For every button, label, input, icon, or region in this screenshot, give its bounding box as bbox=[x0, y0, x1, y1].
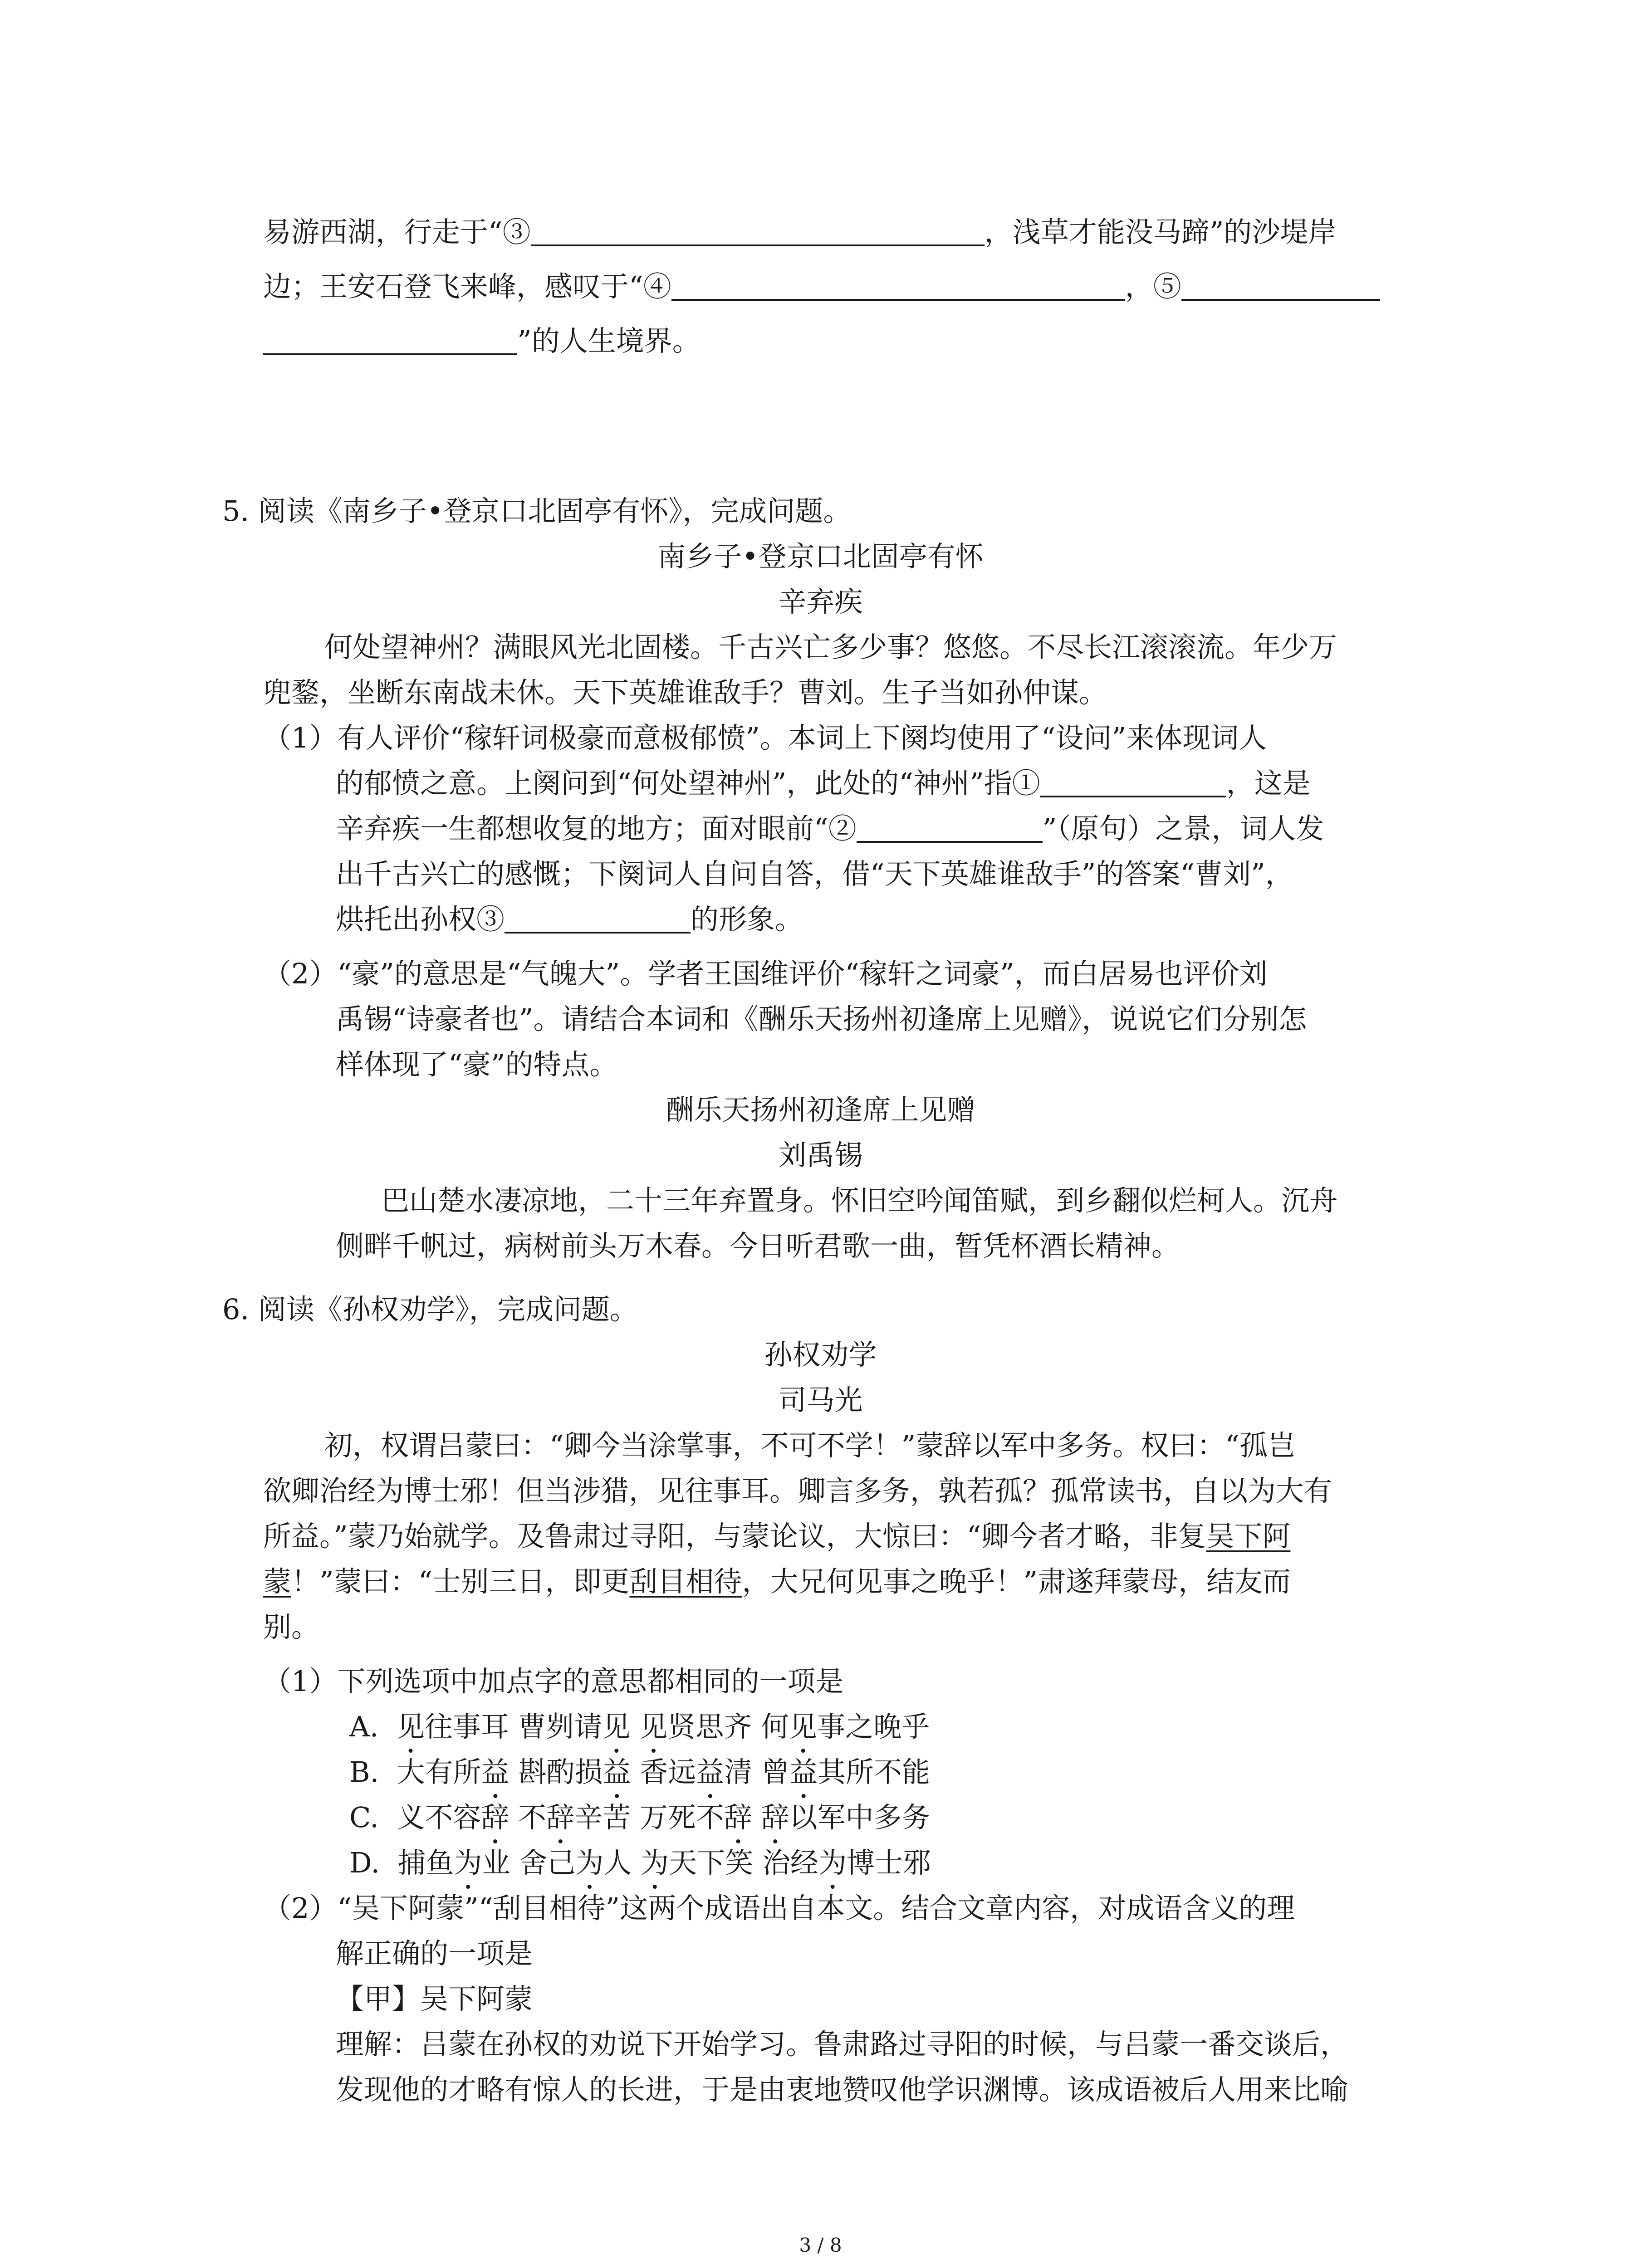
option-word: 义不容辞 bbox=[397, 1801, 509, 1834]
option-word: 辞以军中多务 bbox=[761, 1801, 930, 1834]
idiom-wuxia-amen-underlined: 吴下阿 bbox=[1206, 1520, 1291, 1553]
emphasis-dot-char: 益 bbox=[603, 1755, 631, 1789]
emphasis-dot-char: 益 bbox=[481, 1755, 509, 1789]
q5-poem2-title: 酬乐天扬州初逢席上见赠 bbox=[666, 1093, 975, 1126]
option-word: 香远益清 bbox=[640, 1755, 753, 1789]
q5-sub1-line bbox=[336, 765, 1311, 802]
emphasis-dot-char: 为 bbox=[818, 1846, 847, 1879]
q6-author: 司马光 bbox=[778, 1383, 863, 1417]
emphasis-dot-char: 为 bbox=[641, 1846, 669, 1879]
option-word: 曾益其所不能 bbox=[761, 1755, 931, 1789]
option-word: 曹刿请见 bbox=[518, 1710, 631, 1743]
option-word: 见贤思齐 bbox=[639, 1710, 752, 1743]
option-a[interactable] bbox=[349, 1709, 930, 1745]
q5-sub1-line bbox=[336, 901, 803, 938]
option-word: 万死不辞 bbox=[639, 1801, 752, 1834]
idiom-wuxia-amen-underlined: 蒙 bbox=[263, 1565, 292, 1598]
option-c[interactable] bbox=[349, 1799, 930, 1836]
q6-passage-text: ！”蒙曰：“士别三日，即更 bbox=[291, 1565, 630, 1598]
option-word: 斟酌损益 bbox=[518, 1755, 631, 1789]
q4-line2-text-a: 边；王安石登飞来峰，感叹于“④ bbox=[263, 270, 671, 303]
answer-blank-shenzhou[interactable] bbox=[1040, 767, 1226, 797]
emphasis-dot-char: 益 bbox=[789, 1755, 818, 1789]
q6-sub2-line: （2）“吴下阿蒙”“刮目相待”这两个成语出自本文。结合文章内容，对成语含义的理 bbox=[263, 1892, 1295, 1925]
q5-poem2-line: 巴山楚水凄凉地，二十三年弃置身。怀旧空吟闻笛赋，到乡翻似烂柯人。沉舟 bbox=[381, 1184, 1338, 1217]
q6-sub2-line: 解正确的一项是 bbox=[336, 1937, 533, 1970]
option-word: 捕鱼为业 bbox=[397, 1846, 510, 1879]
q4-line-1 bbox=[263, 214, 1336, 250]
answer-blank-3[interactable] bbox=[531, 216, 985, 246]
q5-poem-line: 兜鍪，坐断东南战未休。天下英雄谁敌手？曹刘。生子当如孙仲谋。 bbox=[263, 676, 1107, 709]
option-word: 不辞辛苦 bbox=[518, 1801, 631, 1834]
option-word: 何见事之晚乎 bbox=[761, 1710, 930, 1743]
q5-sub1-text: 的郁愤之意。上阕问到“何处望神州”，此处的“神州”指① bbox=[336, 767, 1040, 800]
option-word: 为天下笑 bbox=[641, 1846, 754, 1879]
q6-passage-line: 初，权谓吕蒙曰：“卿今当涂掌事，不可不学！”蒙辞以军中多务。权曰：“孤岂 bbox=[324, 1429, 1296, 1462]
answer-blank-original-line[interactable] bbox=[857, 813, 1043, 843]
q4-line-3 bbox=[263, 323, 700, 359]
q6-passage-line: 别。 bbox=[263, 1610, 320, 1643]
answer-blank-sunquan[interactable] bbox=[505, 904, 691, 934]
q6-stem: 6. 阅读《孙权劝学》，完成问题。 bbox=[222, 1293, 638, 1326]
option-label: C. bbox=[349, 1801, 379, 1834]
answer-blank-4[interactable] bbox=[671, 271, 1125, 301]
option-word: 舍己为人 bbox=[519, 1846, 632, 1879]
answer-blank-5b[interactable] bbox=[263, 325, 517, 355]
option-word: 见往事耳 bbox=[396, 1710, 509, 1743]
q6-passage-line: 欲卿治经为博士邪！但当涉猎，见往事耳。卿言多务，孰若孤？孤常读书，自以为大有 bbox=[263, 1474, 1332, 1507]
q6-passage-line bbox=[263, 1564, 1291, 1600]
emphasis-dot-char: 辞 bbox=[724, 1801, 752, 1834]
q5-sub1-text: 烘托出孙权③ bbox=[336, 903, 505, 936]
q5-poem-author: 辛弃疾 bbox=[778, 585, 863, 618]
emphasis-dot-char: 为 bbox=[454, 1846, 482, 1879]
q5-sub1-text: 辛弃疾一生都想收复的地方；面对眼前“② bbox=[336, 812, 857, 845]
q5-sub2-line: 样体现了“豪”的特点。 bbox=[336, 1048, 618, 1081]
emphasis-dot-char: 辞 bbox=[546, 1801, 575, 1834]
page-number: 3 / 8 bbox=[799, 2234, 842, 2256]
q4-line1-text-a: 易游西湖，行走于“③ bbox=[263, 215, 531, 249]
option-label: D. bbox=[349, 1846, 380, 1879]
option-d[interactable] bbox=[349, 1845, 931, 1881]
q6-passage-text: 所益。”蒙乃始就学。及鲁肃过寻阳，与蒙论议，大惊曰：“卿今者才略，非复 bbox=[263, 1520, 1206, 1553]
emphasis-dot-char: 见 bbox=[396, 1710, 425, 1743]
emphasis-dot-char: 辞 bbox=[481, 1801, 509, 1834]
q5-stem: 5. 阅读《南乡子•登京口北固亭有怀》，完成问题。 bbox=[222, 494, 852, 528]
q5-sub1-line: 出千古兴亡的感慨；下阕词人自问自答，借“天下英雄谁敌手”的答案“曹刘”， bbox=[336, 857, 1293, 890]
emphasis-dot-char: 为 bbox=[575, 1846, 604, 1879]
emphasis-dot-char: 见 bbox=[789, 1710, 818, 1743]
q5-sub1-text: ”（原句）之景，词人发 bbox=[1042, 812, 1324, 845]
q4-line1-text-b: ，浅草才能没马蹄”的沙堤岸 bbox=[984, 215, 1337, 249]
q5-sub2-line: 禹锡“诗豪者也”。请结合本词和《酬乐天扬州初逢席上见赠》，说说它们分别怎 bbox=[336, 1002, 1307, 1036]
idiom-guamu-xiangdai-underlined: 刮目相待 bbox=[629, 1565, 742, 1598]
q4-line2-text-b: ，⑤ bbox=[1125, 270, 1181, 303]
emphasis-dot-char: 见 bbox=[639, 1710, 668, 1743]
q5-sub1-line: （1）有人评价“稼轩词极豪而意极郁愤”。本词上下阕均使用了“设问”来体现词人 bbox=[263, 721, 1267, 754]
option-jia-understanding: 发现他的才略有惊人的长进，于是由衷地赞叹他学识渊博。该成语被后人用来比喻 bbox=[336, 2073, 1349, 2106]
q5-poem2-author: 刘禹锡 bbox=[778, 1139, 863, 1172]
option-word: 大有所益 bbox=[397, 1755, 509, 1789]
q4-line3-text: ”的人生境界。 bbox=[517, 324, 700, 357]
q5-poem-title: 南乡子•登京口北固亭有怀 bbox=[657, 540, 984, 573]
q5-poem2-line: 侧畔千帆过，病树前头万木春。今日听君歌一曲，暂凭杯酒长精神。 bbox=[336, 1229, 1180, 1262]
q5-sub1-text: ，这是 bbox=[1226, 767, 1311, 800]
answer-blank-5a[interactable] bbox=[1181, 271, 1380, 301]
option-word: 治经为博士邪 bbox=[762, 1846, 931, 1879]
q6-passage-line bbox=[263, 1518, 1290, 1554]
q5-sub1-text: 的形象。 bbox=[691, 903, 803, 936]
option-label: B. bbox=[349, 1755, 379, 1789]
emphasis-dot-char: 益 bbox=[696, 1755, 725, 1789]
q6-sub1: （1）下列选项中加点字的意思都相同的一项是 bbox=[263, 1665, 844, 1698]
q5-sub2-line: （2）“豪”的意思是“气魄大”。学者王国维评价“稼轩之词豪”，而白居易也评价刘 bbox=[263, 957, 1268, 990]
emphasis-dot-char: 辞 bbox=[761, 1801, 789, 1834]
q5-sub1-line bbox=[336, 811, 1324, 847]
option-jia-heading: 【甲】吴下阿蒙 bbox=[336, 1982, 533, 2015]
q6-passage-text: ，大兄何见事之晚乎！”肃遂拜蒙母，结友而 bbox=[742, 1565, 1291, 1598]
option-b[interactable] bbox=[349, 1754, 930, 1790]
option-jia-understanding: 理解：吕蒙在孙权的劝说下开始学习。鲁肃路过寻阳的时候，与吕蒙一番交谈后， bbox=[336, 2028, 1349, 2061]
q4-line-2 bbox=[263, 269, 1380, 305]
q5-poem-line: 何处望神州？满眼风光北固楼。千古兴亡多少事？悠悠。不尽长江滚滚流。年少万 bbox=[324, 631, 1337, 664]
q6-title: 孙权劝学 bbox=[764, 1338, 877, 1371]
option-label: A. bbox=[349, 1710, 379, 1743]
emphasis-dot-char: 见 bbox=[602, 1710, 631, 1743]
